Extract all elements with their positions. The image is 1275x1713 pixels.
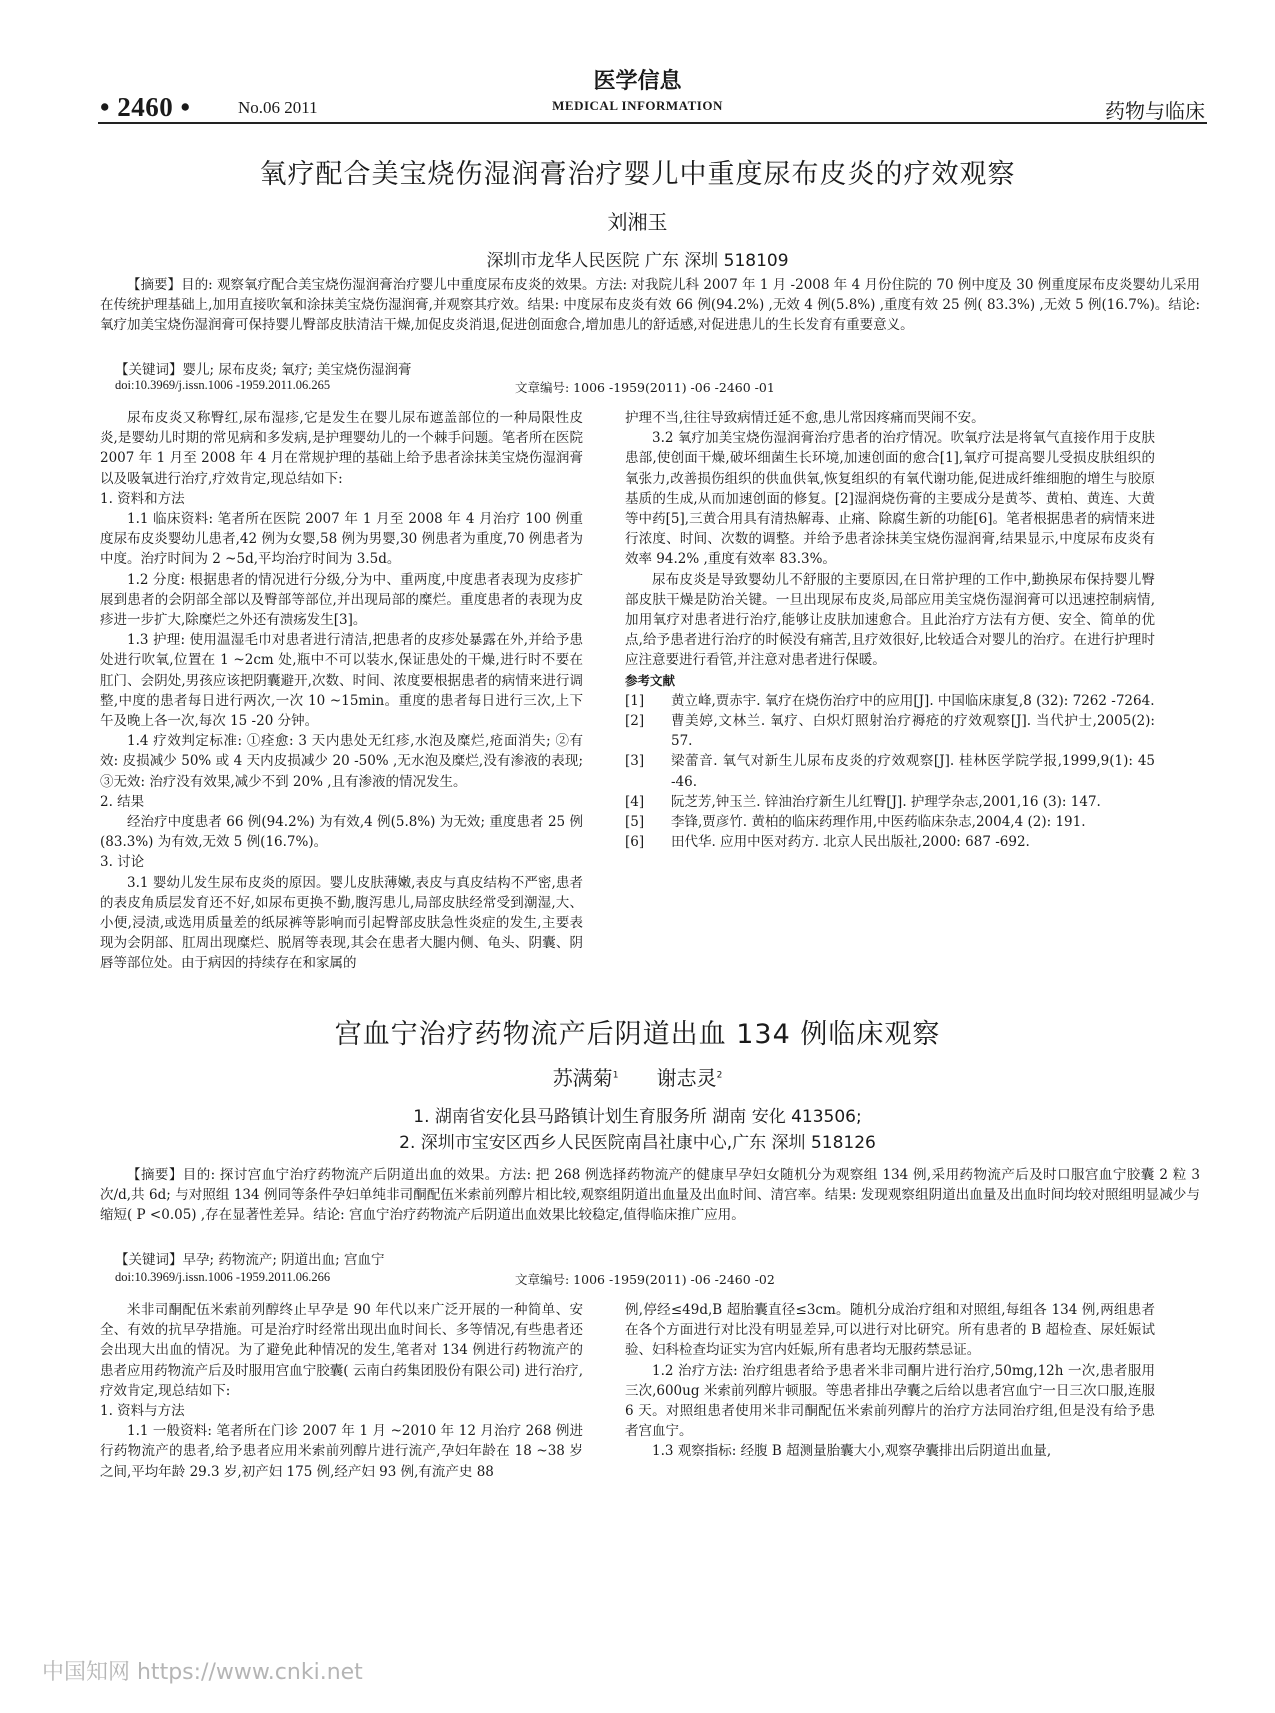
article2-left-column (100, 1300, 583, 1482)
section-heading: 护理不当,往往导致病情迁延不愈,患儿常因疼痛而哭闹不安。 (625, 410, 985, 426)
section-heading: 1. 资料和方法 (100, 490, 185, 507)
article2-affiliation-1: 1. 湖南省安化县马路镇计划生育服务所 湖南 安化 413506; (413, 1107, 862, 1127)
body-paragraph: 1.2 分度: 根据患者的情况进行分级,分为中、重两度,中度患者表现为皮疹扩展到患者的会阴部全部以及臀部等部位,并出现局部的糜烂。重度患者的表现为皮疹进一步扩大,除糜烂之外还有溃疡发生[3]。 (100, 571, 583, 629)
article2-article-no: 文章编号: 1006 -1959(2011) -06 -2460 -02 (515, 1272, 775, 1287)
body-paragraph: 经治疗中度患者 66 例(94.2%) 为有效,4 例(5.8%) 为无效; 重度患者 25 例(83.3%) 为有效,无效 5 例(16.7%)。 (100, 814, 583, 851)
article1-abstract: 【摘要】目的: 观察氧疗配合美宝烧伤湿润膏治疗婴儿中重度尿布皮炎的效果。方法: 对我院儿科 2007 年 1 月 -2008 年 4 月份住院的 70 例中度及 30 例重度尿布皮炎婴幼儿采用在传统护理基础上,加用直接吹氧和涂抹美宝烧伤湿润膏,并观察其疗效。结果: 中度尿布皮炎有效 66 例(94.2%) ,无效 4 例(5.8%) ,重度有效 25 例( 83.3%) ,无效 5 例(16.7%)。结论: 氧疗加美宝烧伤湿润膏可保持婴儿臀部皮肤清洁干燥,加促皮炎消退,促进创面愈合,增加患儿的舒适感,对促进患儿的生长发育有重要意义。 (100, 277, 1200, 333)
body-paragraph: 1.1 临床资料: 笔者所在医院 2007 年 1 月至 2008 年 4 月治疗 100 例重度尿布皮炎婴幼儿患者,42 例为女婴,58 例为男婴,30 例患者为重度,70 例患者为中度。治疗时间为 2 ~5d,平均治疗时间为 3.5d。 (100, 511, 583, 568)
article1-author: 刘湘玉 (607, 210, 668, 234)
reference-item (625, 751, 1155, 791)
journal-title-cn: 医学信息 (593, 69, 682, 94)
body-paragraph: 1.4 疗效判定标准: ①痊愈: 3 天内患处无红疹,水泡及糜烂,疮面消失; ②有效: 皮损减少 50% 或 4 天内皮损减少 20 -50% ,无水泡及糜烂,没有渗液的表现; ③无效: 治疗没有效果,减少不到 20% ,且有渗液的情况发生。 (100, 733, 583, 790)
reference-text: 曹美婷,文林兰. 氧疗、白炽灯照射治疗褥疮的疗效观察[J]. 当代护士,2005(2): 57. (671, 713, 1155, 750)
reference-item (625, 812, 1155, 832)
section-heading: 3. 讨论 (100, 854, 145, 871)
body-paragraph: 3.1 婴幼儿发生尿布皮炎的原因。婴儿皮肤薄嫩,表皮与真皮结构不严密,患者的表皮角质层发育还不好,如尿布更换不勤,腹泻患儿,局部皮肤经常受到潮湿,大、小便,浸渍,或选用质量差的纸尿裤等影响而引起臀部皮肤急性炎症的发生,主要表现为会阴部、肛周出现糜烂、脱屑等表现,其会在患者大腿内侧、龟头、阴囊、阴唇等部位处。由于病因的持续存在和家属的 (100, 874, 583, 972)
body-paragraph: 尿布皮炎是导致婴幼儿不舒服的主要原因,在日常护理的工作中,勤换尿布保持婴儿臀部皮肤干燥是防治关键。一旦出现尿布皮炎,局部应用美宝烧伤湿润膏可以迅速控制病情,加用氧疗对患者进行治疗,能够让皮肤加速愈合。且此治疗方法有方便、安全、简单的优点,给予患者进行治疗的时候没有痛苦,且疗效很好,比较适合对婴儿的治疗。在进行护理时应注意要进行看管,并注意对患者进行保暖。 (625, 571, 1155, 669)
journal-title-en: MEDICAL INFORMATION (552, 98, 723, 113)
section-name: 药物与临床 (1105, 99, 1205, 123)
reference-item (625, 691, 1155, 711)
article1-keywords: 【关键词】婴儿; 尿布皮炎; 氧疗; 美宝烧伤湿润膏 (115, 362, 412, 378)
page-number: • 2460 • (100, 92, 191, 122)
article1-right-column (625, 408, 1155, 852)
body-paragraph: 1.3 观察指标: 经腹 B 超测量胎囊大小,观察孕囊排出后阴道出血量, (652, 1443, 1052, 1460)
reference-item (625, 792, 1155, 812)
references-heading: 参考文献 (625, 672, 676, 688)
header-rule (98, 122, 1207, 124)
reference-text: 田代华. 应用中医对药方. 北京人民出版社,2000: 687 -692. (671, 834, 1030, 851)
body-paragraph: 3.2 氧疗加美宝烧伤湿润膏治疗患者的治疗情况。吹氧疗法是将氧气直接作用于皮肤患部,使创面干燥,破坏细菌生长环境,加速创面的愈合[1],氧疗可提高婴儿受损皮肤组织的氧张力,改善损伤组织的供血供氧,恢复组织的有氧代谢功能,促进成纤维细胞的增生与胶原基质的生成,从而加速创面的修复。[2]湿润烧伤膏的主要成分是黄芩、黄柏、黄连、大黄等中药[5],三黄合用具有清热解毒、止痛、除腐生新的功能[6]。笔者根据患者的病情来进行浓度、时间、次数的调整。并给予患者涂抹美宝烧伤湿润膏,结果显示,中度尿布皮炎有效率 94.2% ,重度有效率 83.3%。 (625, 430, 1155, 568)
issue-number: No.06 2011 (238, 98, 318, 117)
article1-affiliation: 深圳市龙华人民医院 广东 深圳 518109 (486, 251, 789, 271)
article2-doi: doi:10.3969/j.issn.1006 -1959.2011.06.266 (115, 1270, 331, 1284)
article1-doi: doi:10.3969/j.issn.1006 -1959.2011.06.265 (115, 378, 331, 392)
section-heading: 例,停经≤49d,B 超胎囊直径≤3cm。随机分成治疗组和对照组,每组各 134 例,两组患者在各个方面进行对比没有明显差异,可以进行对比研究。所有患者的 B 超检查、尿妊娠试验、妇科检查均证实为宫内妊娠,所有患者均无服药禁忌证。 (625, 1302, 1155, 1359)
section-heading: 1. 资料与方法 (100, 1403, 185, 1420)
reference-item (625, 711, 1155, 751)
article2-affiliation-2: 2. 深圳市宝安区西乡人民医院南昌社康中心,广东 深圳 518126 (399, 1133, 876, 1153)
body-paragraph: 1.1 一般资料: 笔者所在门诊 2007 年 1 月 ~2010 年 12 月治疗 268 例进行药物流产的患者,给予患者应用米索前列醇片进行流产,孕妇年龄在 18 ~38 岁之间,平均年龄 29.3 岁,初产妇 175 例,经产妇 93 例,有流产史 88 (100, 1423, 583, 1480)
article1-article-no: 文章编号: 1006 -1959(2011) -06 -2460 -01 (515, 380, 775, 395)
reference-number: [1] (625, 692, 645, 709)
reference-number: [3] (625, 753, 645, 770)
article2-right-column (625, 1300, 1155, 1462)
body-paragraph: 1.2 治疗方法: 治疗组患者给予患者米非司酮片进行治疗,50mg,12h 一次,患者服用三次,600ug 米索前列醇片顿服。等患者排出孕囊之后给以患者宫血宁一日三次口服,连服 6 天。对照组患者使用米非司酮配伍米索前列醇片的治疗方法同治疗组,但是没有给予患者宫血宁。 (625, 1362, 1155, 1440)
author-affiliation-marker: 2 (716, 1070, 723, 1081)
reference-number: [5] (625, 814, 645, 831)
reference-number: [2] (625, 713, 645, 730)
author-name: 苏满菊 (552, 1066, 613, 1090)
author-affiliation-marker: 1 (612, 1070, 619, 1081)
article2-abstract: 【摘要】目的: 探讨宫血宁治疗药物流产后阴道出血的效果。方法: 把 268 例选择药物流产的健康早孕妇女随机分为观察组 134 例,采用药物流产后及时口服宫血宁胶囊 2 粒 3 次/d,共 6d; 与对照组 134 例同等条件孕妇单纯非司酮配伍米索前列醇片相比较,观察组阴道出血量及出血时间、清宫率。结果: 发现观察组阴道出血量及出血时间均较对照组明显减少与缩短( P <0.05) ,存在显著性差异。结论: 宫血宁治疗药物流产后阴道出血效果比较稳定,值得临床推广应用。 (100, 1167, 1200, 1223)
body-paragraph: 1.3 护理: 使用温湿毛巾对患者进行清洁,把患者的皮疹处暴露在外,并给予患处进行吹氧,位置在 1 ~2cm 处,瓶中不可以装水,保证患处的干燥,进行时不要在肛门、会阴处,男孩应该把阴囊避开,次数、时间、浓度要根据患者的病情来进行调整,中度的患者每日进行两次,一次 10 ~15min。重度的患者每日进行三次,上下午及晚上各一次,每次 15 -20 分钟。 (100, 632, 583, 730)
reference-item (625, 832, 1155, 852)
article2-keywords: 【关键词】早孕; 药物流产; 阴道出血; 宫血宁 (115, 1252, 385, 1268)
body-paragraph: 尿布皮炎又称臀红,尿布湿疹,它是发生在婴儿尿布遮盖部位的一种局限性皮炎,是婴幼儿时期的常见病和多发病,是护理婴幼儿的一个棘手问题。笔者所在医院 2007 年 1 月至 2008 年 4 月在常规护理的基础上给予患者涂抹美宝烧伤湿润膏以及吸氧进行治疗,疗效肯定,现总结如下: (100, 410, 583, 487)
reference-number: [4] (625, 793, 645, 810)
reference-text: 李锋,贾彦竹. 黄柏的临床药理作用,中医药临床杂志,2004,4 (2): 191. (671, 814, 1086, 831)
cnki-watermark: 中国知网 https://www.cnki.net (42, 1660, 363, 1685)
article2-title: 宫血宁治疗药物流产后阴道出血 134 例临床观察 (334, 1019, 941, 1050)
article1-left-column (100, 408, 583, 974)
reference-text: 黄立峰,贾赤宇. 氧疗在烧伤治疗中的应用[J]. 中国临床康复,8 (32): 7262 -7264. (671, 692, 1155, 709)
author-name: 谢志灵 (656, 1066, 717, 1090)
body-paragraph: 米非司酮配伍米索前列醇终止早孕是 90 年代以来广泛开展的一种简单、安全、有效的抗早孕措施。可是治疗时经常出现出血时间长、多等情况,有些患者还会出现大出血的情况。为了避免此种情况的发生,笔者对 134 例进行药物流产的患者应用药物流产后及时服用宫血宁胶囊( 云南白药集团股份有限公司) 进行治疗,疗效肯定,现总结如下: (100, 1302, 583, 1399)
article2-authors (0, 1062, 1275, 1091)
reference-text: 梁蕾音. 氧气对新生儿尿布皮炎的疗效观察[J]. 桂林医学院学报,1999,9(1): 45 -46. (671, 753, 1155, 790)
section-heading: 2. 结果 (100, 793, 145, 810)
article1-title: 氧疗配合美宝烧伤湿润膏治疗婴儿中重度尿布皮炎的疗效观察 (259, 159, 1016, 190)
reference-number: [6] (625, 834, 645, 851)
reference-text: 阮芝芳,钟玉兰. 锌油治疗新生儿红臀[J]. 护理学杂志,2001,16 (3): 147. (671, 793, 1101, 810)
